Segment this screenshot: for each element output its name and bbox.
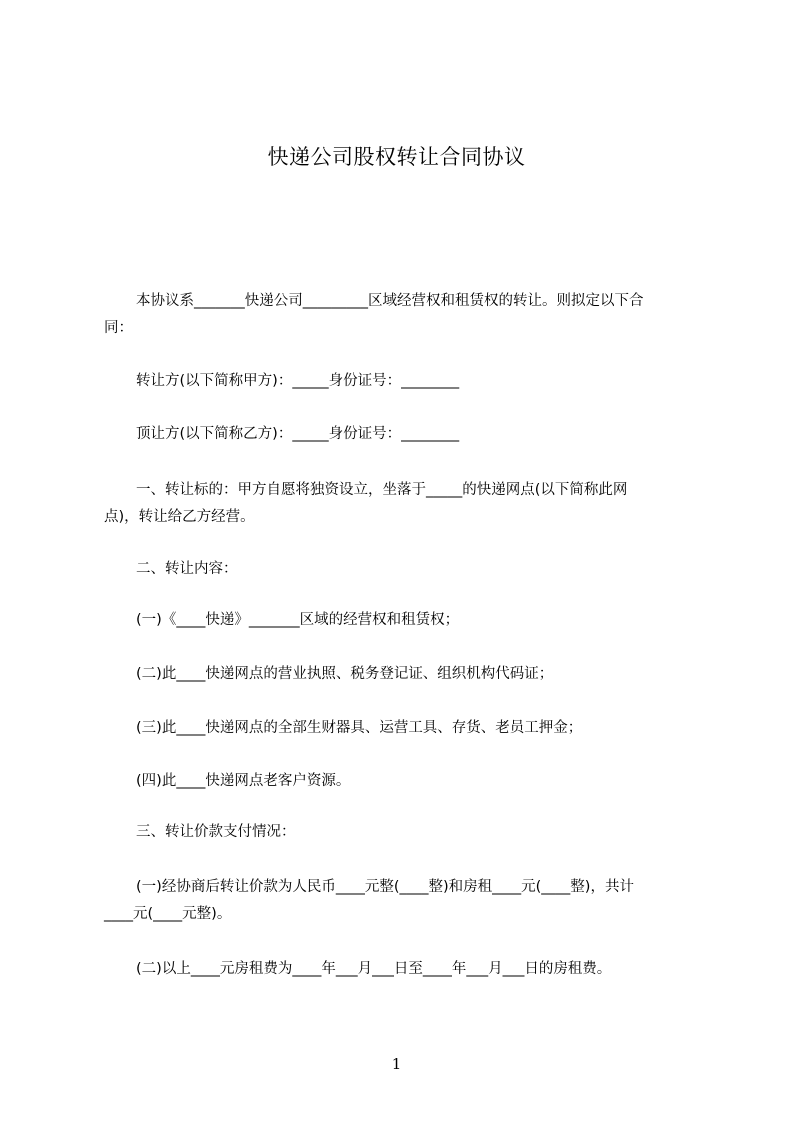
page-number: 1 [391, 1055, 402, 1073]
section-3-heading: 三、转让价款支付情况： [136, 824, 296, 840]
section-2-item-4: (四)此____快递网点老客户资源。 [136, 773, 351, 789]
transferee-line: 顶让方(以下简称乙方)：_____身份证号：________ [136, 426, 460, 442]
agreement-intro-line1: 本协议系_______快递公司_________区域经营权和租赁权的转让。则拟定以下合 [136, 293, 644, 309]
section-2-heading: 二、转让内容： [136, 561, 238, 577]
section-2-item-3: (三)此____快递网点的全部生财器具、运营工具、存货、老员工押金； [136, 720, 583, 736]
document-title: 快递公司股权转让合同协议 [267, 145, 526, 169]
section-3-item-1-line1: (一)经协商后转让价款为人民币____元整(____整)和房租____元(____整)，共计 [136, 879, 634, 895]
section-3-item-1-line2: ____元(____元整)。 [104, 906, 232, 922]
section-3-item-2: (二)以上____元房租费为____年___月___日至____年___月___日的房租费。 [136, 961, 612, 977]
transferor-line: 转让方(以下简称甲方)：_____身份证号：________ [136, 373, 460, 389]
agreement-intro-line2: 同： [104, 320, 133, 336]
section-1-line2: 点)，转让给乙方经营。 [104, 509, 255, 525]
section-2-item-2: (二)此____快递网点的营业执照、税务登记证、组织机构代码证； [136, 666, 554, 682]
section-2-item-1: (一)《____快递》_______区域的经营权和租赁权； [136, 612, 460, 628]
section-1-line1: 一、转让标的：甲方自愿将独资设立，坐落于_____的快递网点(以下简称此网 [136, 482, 628, 498]
